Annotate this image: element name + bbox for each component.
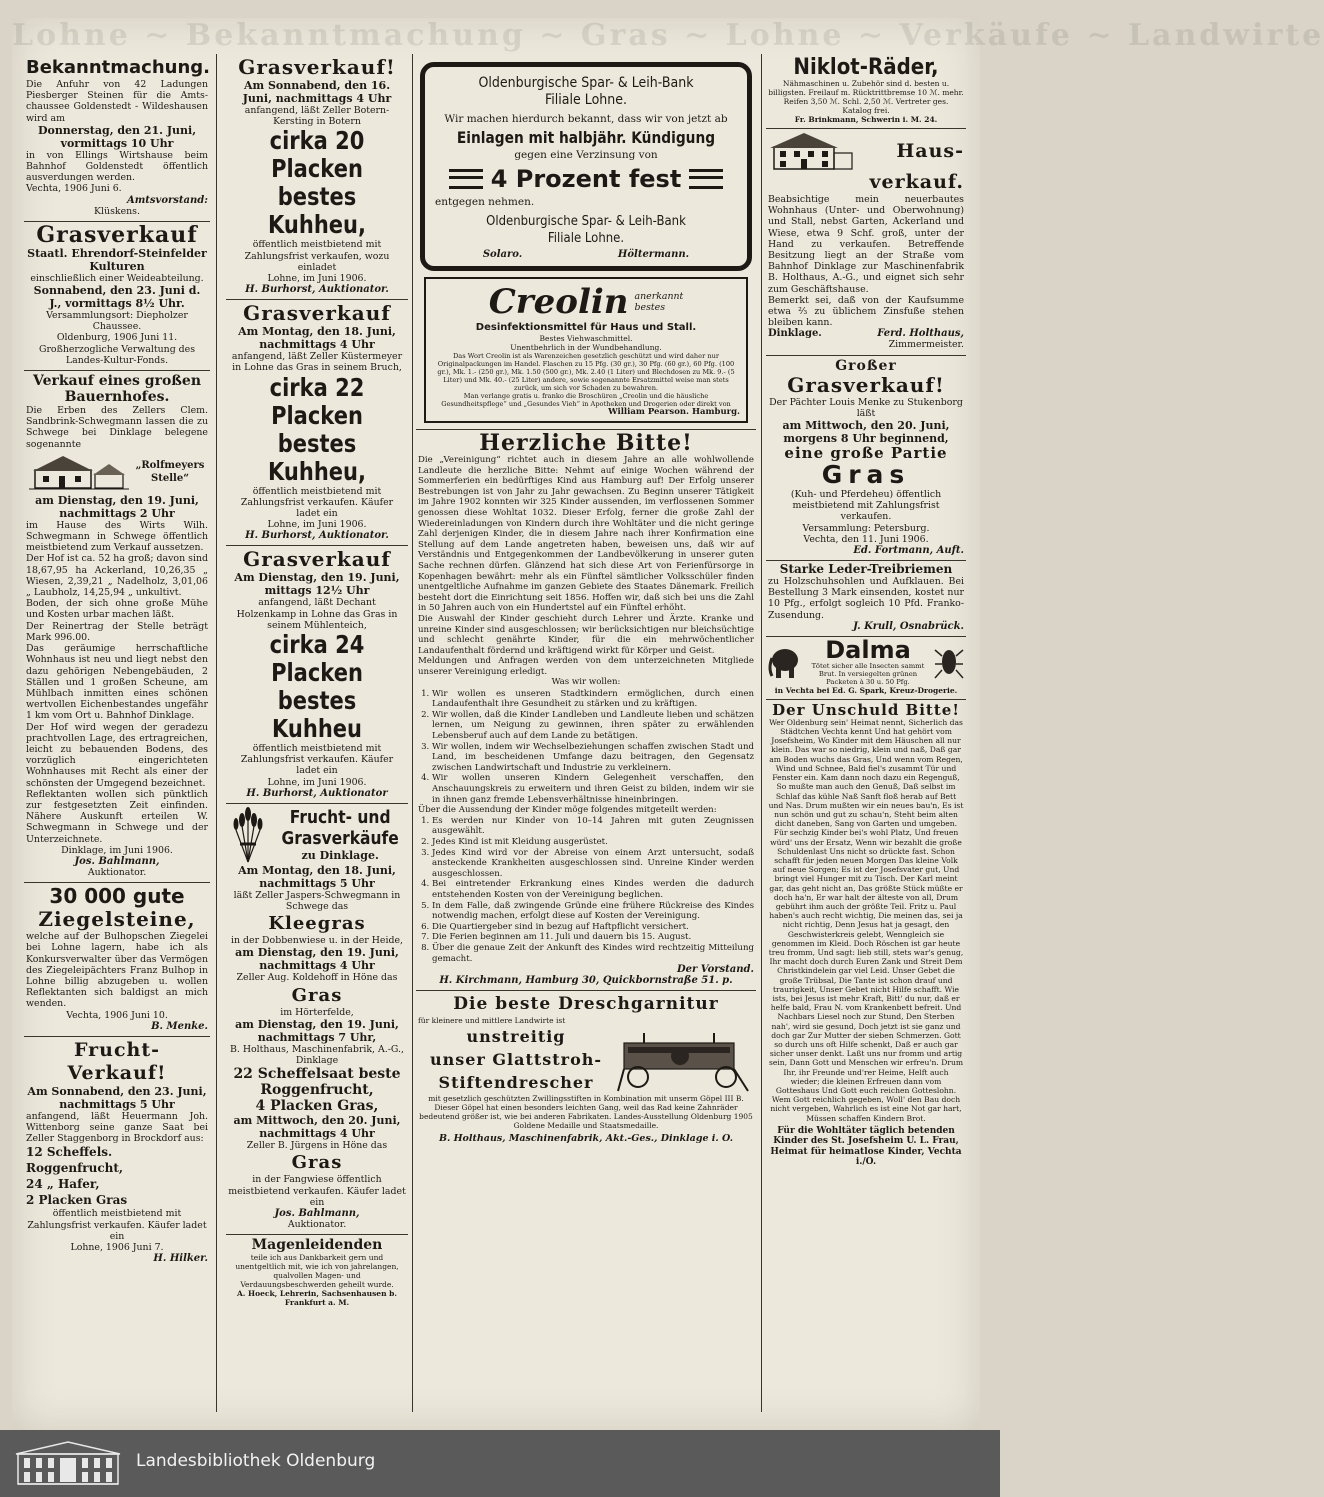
ad-text: Die Anfuhr von 42 Ladungen Piesberger Steinen für die Amts-chaussee Goldenstedt - Wildeshausen wird am [26,79,208,124]
ad-highlight: „Rolfmeyers Stelle“ [135,459,205,484]
ad-highlight: unstreitig [466,1027,566,1047]
ad-date: Am Montag, den 18. Juni, nachmittags 5 Uhr [238,863,396,890]
ad-text: läßt Zeller Jaspers-Schwegmann in Schwege das [233,889,401,913]
ad-title: Herzliche Bitte! [479,430,693,456]
ad-title: Grasverkauf [243,547,391,572]
ad-text: B. Holthaus, Maschinenfabrik, A.-G., Dinklage [230,1043,404,1067]
ad-grasverkauf-kuestermeyer [226,300,408,546]
ad-dreschgarnitur [416,991,756,1148]
ad-highlight: cirka 20 Placken [269,126,365,184]
ad-signature: Ed. Fortmann, Auft. [853,545,964,557]
ad-highlight: bestes Kuhheu, [268,182,366,240]
ad-grasverkauf-holzenkamp [226,546,408,803]
ad-title: Grasverkauf! [787,372,945,397]
ad-place: Lohne, 1906 Juni 7. [70,1242,164,1253]
column-1 [24,54,210,1412]
ad-hausverkauf [766,129,966,356]
ad-signature: Höltermann. [617,249,690,260]
ad-text: Der Pächter Louis Menke zu Stukenborg läßt [769,396,963,419]
ad-signature: Ferd. Holthaus, [877,328,964,340]
list-item: 5. In dem Falle, daß zwingende Gründe eine frühere Rückreise des Kindes notwendig machen, erfolgt diese auf Kosten der Vereinigung. [432,901,754,922]
ad-text: einschließlich einer Weideabteilung. [30,272,204,284]
ad-place: Vechta, 1906 Juni 10. [66,1009,168,1021]
ad-grasverkauf-botern [226,54,408,300]
ad-title: Die beste Dreschgarnitur [453,994,719,1015]
elephant-icon [768,642,802,682]
ad-highlight: Einlagen mit halbjähr. Kündigung [456,128,716,147]
ad-signature: William Pearson. Hamburg. [608,407,740,417]
ad-grasverkauf-staatl [24,222,210,371]
ad-text: Die Erben des Zellers Clem. Sandbrink-Schwegmann lassen die zu Schwege bei Dinklage belegene sogenannte [26,405,208,450]
ad-leder-treibriemen [766,561,966,637]
ad-text: Die „Vereinigung“ richtet auch in diesem Jahre an alle wohlwollende Landleute die herzliche Bitte: Nehmt auf einige Wochen während der Sommerferien ein bedürftiges Kind aus Hamburg auf! Der Erfolg unserer Bestrebungen ist von Jahr zu Jahr gewachsen. Zu Beginn unserer Tätigkeit im Jahre 1902 konnten wir 325 Kinder aussenden, im verflossenen Sommer genossen diese Wohltat 1032. Dieser Erfolg, ferner die große Zahl der Wiedereinladungen von Kindern durch ihre Wohltäter und die nicht geringe Zahl derjenigen Kinder, die in diesem Jahre nach ihrer Konfirmation eine Stellung auf dem Lande angetreten haben, beweisen uns, daß wir auf Verständnis und Entgegenkommen der Landbevölkerung in unserer guten Sache rechnen dürfen. Glänzend hat sich diese Art von Ferienfürsorge in Kopenhagen bewährt: mehr als ein Fünftel sämtlicher Volksschüler finden unentgeltliche Aufnahme im ganzen Gebiete des Staates Dänemark. Freilich besteht dort die Einrichtung seit 1856. Hoffen wir, daß sich bei uns die Zahl in 50 Jahren auch von ein Hundertstel auf ein Fünftel erhöht. [418,455,754,614]
ad-text: Bemerkt sei, daß von der Kaufsumme etwa ⅔ zu üblichem Zinsfuße stehen bleiben kann. [768,294,964,329]
ad-text: anerkannt [634,290,684,302]
ad-bauernhof [24,371,210,883]
ad-text: Der Hof wird wegen der geradezu prachtvollen Lage, des ertragreichen, leicht zu bebauenden Bodens, des vorzüglich eingerichteten Wohnhauses mit Recht als einer der schönsten der Umgegend bezeichnet. [26,721,208,789]
ad-place: Vechta, 1906 Juni 6. [26,183,122,195]
ad-magenleidenden [226,1235,408,1311]
ad-highlight: eine große Partie [784,444,948,463]
ad-text: in von Ellings Wirtshause beim Bahnhof Goldenstedt öffentlich ausverdungen werden. [26,149,208,184]
ad-text: in der Dobbenwiese u. in der Heide, [231,935,403,947]
ad-subtitle: Filiale Lohne. [544,92,628,108]
ad-signature: B. Menke. [151,1020,208,1032]
interest-rate: 4 Prozent fest [490,165,682,193]
list-item: 4. Wir wollen unseren Kindern Gelegenheit verschaffen, den Anschauungskreis zu erweitern und ihren Geist zu bilden, indem wir sie in ihnen ganz fremde Lebensverhältnisse hineinbringen. [432,773,754,805]
ad-signature: Auktionator. [287,1219,347,1231]
ad-text: öffentlich meistbietend mit Zahlungsfrist verkaufen. Käufer ladet ein [240,743,394,777]
ad-sparbank [420,62,752,271]
ad-signature: H. Burhorst, Auktionator [246,787,388,799]
column-rule [412,54,413,1412]
ad-title: Oldenburgische Spar- & Leih-Bank [478,75,694,91]
ad-signature: Für die Wohltäter täglich betenden Kinder des St. Josefsheim U. L. Frau, Heimat für heimatlose Kinder, Vechta i./O. [770,1125,962,1168]
ad-title: Starke Leder-Treibriemen [779,562,953,577]
ad-subtitle: für kleinere und mittlere Landwirte ist [418,1016,566,1026]
ad-text: Beabsichtige mein neuerbautes Wohnhaus (Unter- und Oberwohnung) und Stall, nebst Garten, Ackerland und Wiese, etwa 9 Schf. groß, unter der Hand zu verkaufen. Betreffende Besitzung liegt an der Straße vom Bahnhof Dinklage zur Maschinenfabrik B. Holthaus, A.-G., und eignet sich sehr zum Geschäftshause. [768,194,964,295]
ad-bekanntmachung [24,54,210,222]
ad-title: Dalma [825,635,911,664]
ad-text: Zeller B. Jürgens in Höne das [246,1140,388,1152]
newspaper-page [12,18,1324,1430]
ad-item: 2 Placken Gras [26,1193,128,1208]
ad-item: 24 „ Hafer, [26,1177,100,1192]
ad-text: Über die Aussendung der Kinder möge folgendes mitgeteilt werden: [418,805,717,816]
ad-text: öffentlich meistbietend mit Zahlungsfrist verkaufen. Käufer ladet ein [27,1208,207,1242]
ad-item: Gras [291,1152,343,1174]
list-item: 2. Wir wollen, daß die Kinder Landleben und Landleute lieben und schätzen lernen, um Neigung zu gewinnen, ihren später zu erwählenden Lebensberuf auch auf dem Lande zu betätigen. [432,710,754,742]
ad-signature: Klüskens. [94,205,140,217]
ad-text: Bestes Viehwaschmittel. [539,334,633,343]
ad-grosser-grasverkauf [766,356,966,561]
ad-fruchtverkauf [24,1037,210,1268]
ad-text: Das Wort Creolin ist als Warenzeichen gesetzlich geschützt und wird daher nur Originalpackungen im Handel. Flaschen zu 15 Pfg. (30 gr.), 30 Pfg. (60 gr.), 60 Pfg. (100 gr.), Mk. 1.- (250 gr.), Mk. 1.50 (500 gr.), Mk. 2.40 (1 Liter) und Blechdosen zu Mk. 9.- (5 Liter) und Mk. 40.- (25 Liter) andere, sowie sogenannte Ersatzmittel weise man stets zurück, um sich vor Schaden zu bewahren. [437,352,735,392]
ad-title: Haus- [896,139,964,162]
ad-date: Sonnabend, den 23. Juni d. J., vormittags 8½ Uhr. [33,284,201,311]
ad-date: Am Sonnabend, den 23. Juni, nachmittags 5 Uhr [27,1084,207,1111]
ad-ziegelsteine [24,883,210,1037]
ad-text: Nähmaschinen u. Zubehör sind d. besten u. billigsten. Freilauf m. Rücktrittbremse 10 ℳ. mehr. Reifen 3,50 ℳ. Schl. 2,50 ℳ. Vertreter ges. Katalog frei. [768,79,964,115]
ad-place: Lohne, im Juni 1906. [267,776,367,788]
ad-signature: Amtsvorstand: [126,194,208,206]
ad-text: Unentbehrlich in der Wundbehandlung. [510,343,662,352]
ad-item: Kleegras [268,913,366,935]
ad-signature: Fr. Brinkmann, Schwerin i. M. 24. [794,115,938,124]
ad-text: Der Reinertrag der Stelle beträgt Mark 996.00. [26,620,208,643]
ad-signature: H. Kirchmann, Hamburg 30, Quickbornstraße 51. p. [439,975,733,987]
ad-item: 12 Scheffels. Roggenfrucht, [26,1145,124,1176]
ad-text: anfangend, läßt Zeller Botern-Kersting in Botern [244,105,390,128]
ad-highlight: bestes Kuhheu, [268,428,366,486]
ad-text: bestes [634,302,666,313]
aims-list [418,689,754,806]
ad-text: öffentlich meistbietend mit Zahlungsfrist verkaufen. Käufer ladet ein [240,485,394,520]
column-rule [761,54,762,1412]
column-3 [416,54,756,1412]
threshing-machine-illustration [614,1027,754,1093]
ad-highlight: cirka 24 Placken [269,630,365,688]
ad-text: entgegen nehmen. [435,196,535,208]
library-building-logo [12,1440,124,1488]
ad-subtitle: Staatl. Ehrendorf-Steinfelder Kulturen [27,246,207,273]
list-item: 1. Wir wollen es unseren Stadtkindern ermöglichen, durch einen Landaufenthalt ihre Gesundheit zu stärken und zu kräftigen. [432,689,754,710]
ad-niklot-raeder [766,54,966,129]
ad-herzliche-bitte [416,429,756,991]
ad-signature: Filiale Lohne. [547,231,625,246]
ad-highlight: bestes Kuhheu [272,686,362,744]
ad-creolin [424,277,748,423]
ad-text: Man verlange gratis u. franko die Broschüren „Creolin und die häusliche Gesundheitspflege“ und „Gesundes Vieh“ in Apotheken und Drogerien oder direkt von [441,392,731,408]
ad-text: Zeller Aug. Koldehoff in Höne das [236,972,398,984]
ad-signature: Jos. Bahlmann, [274,1208,360,1220]
ad-text: mit gesetzlich geschützten Zwillingsstiften in Kombination mit unserm Göpel III B. Dieser Göpel hat einen besonders leichten Gang, weil das Rad keine Zahnräder bedeutend größer ist, wie bei anderen Fabrikaten. Landes-Ausstellung Oldenburg 1905 Goldene Medaille und Staatsmedaille. [419,1094,753,1131]
ad-date: am Dienstag, den 19. Juni, nachmittags 7 Uhr, [235,1017,399,1044]
ad-signature: Solaro. [482,249,523,260]
ad-title: Ziegelsteine, [38,907,196,932]
ad-dalma [766,637,966,700]
ad-title: Großer [835,357,897,374]
list-item: 8. Über die genaue Zeit der Ankunft des Kindes wird rechtzeitig Mitteilung gemacht. [432,943,754,964]
list-item: 1. Es werden nur Kinder von 10–14 Jahren mit guten Zeugnissen ausgewählt. [432,816,754,837]
list-item: 6. Die Quartiergeber sind in bezug auf Haftpflicht versichert. [432,922,754,933]
ad-title: Grasverkauf [36,221,198,248]
ad-text: welche auf der Bulhopschen Ziegelei bei Lohne lagern, habe ich als Konkursverwalter über das Vermögen des Ziegeleipächters Franz Bulhop in Lohne billig abzugeben u. wollen Reflektanten sich baldigst an mich wenden. [26,931,208,1010]
ad-signature: Zimmermeister. [888,339,964,351]
ad-text: im Hause des Wirts Wilh. Schwegmann in Schwege öffentlich meistbietend zum Verkauf aussetzen. [26,519,208,554]
ad-item: 22 Scheffelsaat beste Roggenfrucht, [233,1066,401,1099]
bleed-through-text: Lohne ∼ Bekanntmachung ∼ Gras ∼ Lohne ∼ Verkäufe ∼ Landwirte [12,18,1324,53]
ad-text: in Vechta bei Ed. G. Spark, Kreuz-Drogerie. [774,685,958,695]
ad-poem: Wer Oldenburg sein' Heimat nennt, Sicherlich das Städtchen Vechta kennt Und hat gehört vom Josefsheim, Wo Kinder mit dem Häuschen all nur klein. Das war so niedrig, klein und naß, Daß gar am Boden wuchs das Gras, Und wenn vom Regen, Wind und Schnee, Bald fiel's zusammt Tür und Fenster ein. Kam dann noch dazu ein Regenguß, So mußte man auch den Genuß, Daß selbst im Schlaf das kühle Naß Sanft floß herab auf Bett und Nas. Drum mußten wir ein neues bau'n, Es ist nun schön und gut zu schau'n, Steht beim alten dicht daneben, Sang von Garten und umgeben. Für sechzig Kinder bei's wohl Platz, Und freuen würd' uns der Ersatz, Wenn wir bezahlt die große Schuldenlast Uns nicht so drückte fast. Schon schafft für jeden neuen Morgen Das kleine Volk auf neue Sorgen; Es ist der Josefsvater gut, Und bringt viel Hunger mit zu Tisch. Der Karl meint gar, das geht nicht an, Das größte Stück müßte er doch ha'n, Er war halt der älteste von all, Drum gebührt ihm auch der größte Teil. Fritz u. Paul haben's auch recht wichtig, Die meinen das, sei ja nicht richtig, Denn Jesus hat ja gesagt, den Geschwisterkreis gelebt, Wenngleich sie genommen im Kleid. Doch Röschen ist gar heute treu fromm, Und sagt: lieb still, stets war's genug, Ihr macht doch durch Euren Zank und Streit Dem Christkindelein gar viel Leid. Unser Gebet die große Trübsal, Die Tante ist schon drauf und traurigkeit, Unser Gebet nicht Hilfe schafft. Wie ists, bei Jesus ist mehr Kraft, Bitt' du nur, daß er helfe bald, Frau N. vom Krankenbett befreit. Und Nachbars Liesel noch zur Stund, Den Sterben nah', wird sie gesund, Doch jetzt ist sie ganz und doch gar Zur Mutter der sieben Schmerzen. Gott so durch uns oft Hilfe schenkt, Daß er auch gar sicher unser denkt. Laßt uns nur fromm und artig sein, Dann Gott und Menschen wir erfreu'n. Drum Ihr, ihr Freunde und'rer Heime, Helft auch wieder; die kleinen Erfreuen dann vom Gotteshaus Und Gott euch reichen Gotteslohn. Wem Gott reichlich gegeben, Woll' den Bau doch nicht vergeben, Wahrlich es ist eine Not gar hart, Müssen schaffen Kindern Brot. [768,717,964,1123]
ad-place: Lohne, im Juni 1906. [267,273,367,285]
rules-list [418,816,754,964]
ad-place: Dinklage. [768,328,822,340]
ad-text: Versammlungsort: Diepholzer Chaussee. [46,310,188,333]
ad-text: Boden, der sich ohne große Mühe und Kosten urbar machen läßt. [26,598,208,621]
ad-title: 30 000 gute [49,884,185,909]
ad-text: Das geräumige herrschaftliche Wohnhaus ist neu und liegt nebst den dazu gehörigen Nebengebäuden, 2 Ställen und 1 großen Scheune, am Mühlbach inmitten eines schönen wertvollen Eichenbestandes ungefähr 1 km vom Ort u. Bahnhof Dinklage. [26,643,208,722]
ad-highlight: cirka 22 Placken [269,372,365,430]
ad-title: Grasverkäufe [281,828,399,850]
list-item: 3. Wir wollen, indem wir Wechselbeziehungen schaffen zwischen Stadt und Land, im bescheidenen Umfange dazu beitragen, den Gegensatz zwischen Landwirtschaft und Industrie zu verkleinern. [432,742,754,774]
ad-text: gegen eine Verzinsung von [514,149,658,161]
ad-title: Bekanntmachung. [26,57,211,78]
ad-place: Lohne, im Juni 1906. [267,519,367,531]
ad-title: Magenleidenden [251,1237,383,1254]
ad-text: anfangend, läßt Zeller Küstermeyer in Lohne das Gras in seinem Bruch, [231,351,403,374]
ad-item: 4 Placken Gras, [255,1098,379,1115]
ad-signature: Der Vorstand. [676,964,754,976]
ad-frucht-grasverkaeufe [226,804,408,1235]
ad-text: Meldungen und Anfragen werden von dem unterzeichneten Mitgliede unserer Vereinigung erledigt. [418,656,754,677]
ad-text: Wir machen hierdurch bekannt, dass wir von jetzt ab [444,113,728,125]
ad-title: verkauf. [869,171,964,193]
ad-date: am Mittwoch, den 20. Juni, nachmittags 4 Uhr [233,1114,401,1141]
creolin-logo: Creolin [488,282,629,322]
ad-date: Donnerstag, den 21. Juni, vormittags 10 Uhr [37,123,197,150]
column-2 [226,54,408,1412]
ad-text: Die Auswahl der Kinder geschieht durch Lehrer und Ärzte. Kranke und unreine Kinder sind ausgeschlossen; wir berücksichtigen nur bleichsüchtige und schlecht genährte Kinder, für die ein mehrwöchentlicher Landaufenthalt fördernd und kräftigend wirkt für Körper und Geist. [418,613,754,656]
ad-place: Vechta, den 11. Juni 1906. [803,533,929,545]
ad-title: Grasverkauf [243,301,391,326]
ad-date: Am Sonnabend, den 16. Juni, nachmittags 4 Uhr [242,79,392,105]
ad-signature: B. Holthaus, Maschinenfabrik, Akt.-Ges., Dinklage i. O. [438,1133,734,1145]
list-item: 3. Jedes Kind wird vor der Abreise von einem Arzt untersucht, sodaß ansteckende Krankheiten ausgeschlossen sind. Unreine Kinder werden ausgeschlossen. [432,848,754,880]
ad-place: Oldenburg, 1906 Juni 11. [56,332,178,344]
ad-date: am Dienstag, den 19. Juni, nachmittags 2 Uhr [35,493,199,520]
ad-signature: Oldenburgische Spar- & Leih-Bank [486,214,686,229]
ad-signature: A. Hoeck, Lehrerin, Sachsenhausen b. Frankfurt a. M. [236,1289,397,1308]
farmhouse-illustration [29,452,129,492]
ad-signature: Jos. Bahlmann, [74,855,160,867]
ad-subtitle: zu Dinklage. [301,849,379,863]
decorative-bars-icon [689,169,723,189]
ad-signature: H. Hilker. [153,1253,208,1265]
wheat-sheaf-icon [228,806,268,864]
ad-signature: Großherzogliche Verwaltung des Landes-Kultur-Fonds. [38,343,196,366]
ad-highlight: unser Glattstroh- [429,1050,603,1070]
ad-title: Grasverkauf! [238,55,396,79]
decorative-bars-icon [449,169,483,189]
ad-title: Frucht- und [289,807,391,829]
library-footer [0,1430,1000,1497]
ad-highlight: Gras [821,460,911,490]
ad-signature: H. Burhorst, Auktionator. [245,284,389,296]
ad-text: in der Fangwiese öffentlich meistbietend verkaufen. Käufer ladet ein [228,1174,406,1208]
house-illustration [768,131,856,171]
ad-subtitle: Was wir wollen: [551,677,621,688]
ad-text: Tötet sicher alle Insecten sammt Brut. In versiegelten grünen Packeten à 30 u. 50 Pfg. [811,661,925,686]
ad-date: Am Dienstag, den 19. Juni, mittags 12½ Uhr [234,571,400,598]
ad-title: Niklot-Räder, [793,55,939,80]
ad-subtitle: Desinfektionsmittel für Haus und Stall. [475,322,697,333]
ad-text: öffentlich meistbietend mit Zahlungsfrist verkaufen, wozu einladet [244,239,390,273]
ad-text: anfangend, läßt Heuermann Joh. Wittenborg seine ganze Saat bei Zeller Staggenborg in Brockdorf aus: [26,1110,208,1145]
ad-text: zu Holzschuhsohlen und Aufklauen. Bei Bestellung 3 Mark einsenden, kostet nur 10 Pfg., erfolgt sogleich 10 Pfd. Franko-Zusendung. [768,576,964,621]
list-item: 7. Die Ferien beginnen am 11. Juli und dauern bis 15. August. [432,932,754,943]
ad-title: Verkauf eines großen Bauernhofes. [33,373,201,406]
list-item: 2. Jedes Kind ist mit Kleidung ausgerüstet. [432,837,754,848]
ad-place: Dinklage, im Juni 1906. [61,844,173,856]
list-item: 4. Bei eintretender Erkrankung eines Kindes werden die dadurch entstehenden Kosten von der Vereinigung beglichen. [432,879,754,900]
ad-unschuld-bitte [766,700,966,1172]
ad-text: im Hörterfelde, [280,1006,354,1018]
ad-text: Reflektanten wollen sich pünktlich zur festgesetzten Zeit einfinden. Nähere Auskunft erteilen W. Schwegmann in Schwege und der Unterzeichnete. [26,788,208,845]
ad-text: Versammlung: Petersburg. [802,522,930,534]
ad-signature: J. Krull, Osnabrück. [853,620,964,632]
column-4 [766,54,966,1412]
ad-title: Der Unschuld Bitte! [772,700,960,719]
ad-date: am Dienstag, den 19. Juni, nachmittags 4 Uhr [235,946,399,973]
ad-text: anfangend, läßt Dechant Holzenkamp in Lohne das Gras in seinem Mühlenteich, [236,597,398,631]
library-name: Landesbibliothek Oldenburg [136,1451,376,1471]
ad-item: Gras [291,984,343,1006]
ad-signature: Auktionator. [87,866,147,878]
ad-date: Am Montag, den 18. Juni, nachmittags 4 Uhr [238,325,396,352]
ad-highlight: Stiftendrescher [438,1073,594,1093]
ad-text: teile ich aus Dankbarkeit gern und unentgeltlich mit, wie ich von jahrelangen, qualvollen Magen- und Verdauungsbeschwerden geheilt wurde. [235,1253,399,1290]
column-rule [216,54,217,1412]
ad-text: (Kuh- und Pferdeheu) öffentlich meistbietend mit Zahlungsfrist verkaufen. [790,489,942,523]
insect-icon [934,642,964,682]
ad-title: Frucht-Verkauf! [67,1038,167,1084]
ad-date: am Mittwoch, den 20. Juni, morgens 8 Uhr beginnend, [782,419,950,446]
ad-signature: H. Burhorst, Auktionator. [245,530,389,542]
ad-text: Der Hof ist ca. 52 ha groß; davon sind 18,67,95 ha Ackerland, 10,26,35 „ Wiesen, 2,39,21 „ Nadelholz, 3,01,06 „ Laubholz, 14,25,94 „ unkultivt. [26,553,208,599]
